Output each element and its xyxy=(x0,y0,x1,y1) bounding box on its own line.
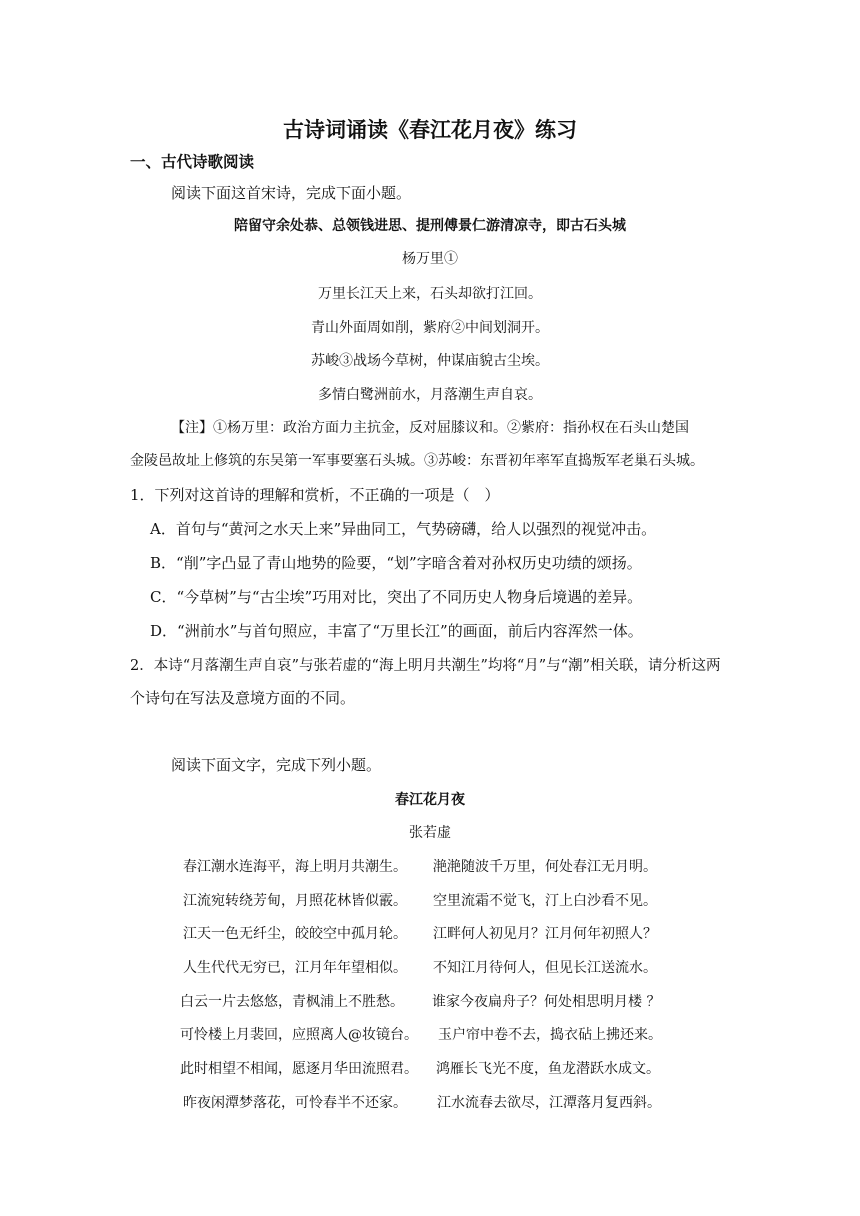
question-1-option-b: B．“削”字凸显了青山地势的险要，“划”字暗含着对孙权历史功绩的颂扬。 xyxy=(150,554,642,572)
poem-note: 【注】①杨万里：政治方面力主抗金，反对屈膝议和。②紫府：指孙权在石头山楚国 xyxy=(171,420,689,436)
poem-couplet: 谁家今夜扁舟子？何处相思明月楼 ？ xyxy=(432,994,661,1010)
section-heading: 一、古代诗歌阅读 xyxy=(130,152,255,171)
question-1-option-a: A．首句与“黄河之水天上来”异曲同工，气势磅礴，给人以强烈的视觉冲击。 xyxy=(150,520,657,538)
poem-couplet: 鸿雁长飞光不度，鱼龙潜跃水成文。 xyxy=(436,1061,660,1077)
question-1-option-d: D．“洲前水”与首句照应，丰富了“万里长江”的画面，前后内容浑然一体。 xyxy=(150,622,643,640)
poem-couplet: 此时相望不相闻，愿逐月华田流照君。 xyxy=(180,1061,418,1077)
question-2-stem: 2．本诗“月落潮生声自哀”与张若虚的“海上明月共潮生”均将“月”与“潮”相关联，请分析这两 xyxy=(130,658,721,674)
poem-couplet: 江天一色无纤尘，皎皎空中孤月轮。 xyxy=(183,926,407,942)
question-1-option-c: C．“今草树”与“古尘埃”巧用对比，突出了不同历史人物身后境遇的差异。 xyxy=(150,588,643,606)
question-1-stem: 1．下列对这首诗的理解和赏析，不正确的一项是（ ） xyxy=(130,486,500,504)
poem-couplet: 空里流霜不觉飞，汀上白沙看不见。 xyxy=(433,893,657,909)
page-title: 古诗词诵读《春江花月夜》练习 xyxy=(283,117,577,142)
question-2-stem-cont: 个诗句在写法及意境方面的不同。 xyxy=(130,689,356,707)
section-intro: 阅读下面这首宋诗，完成下面小题。 xyxy=(171,184,412,202)
section-intro: 阅读下面文字，完成下列小题。 xyxy=(171,756,382,774)
poem-line: 万里长江天上来，石头却欲打江回。 xyxy=(318,286,542,302)
poem-line: 青山外面周如削，紫府②中间划洞开。 xyxy=(311,320,549,336)
poem-title: 陪留守余处恭、总领钱进思、提刑傅景仁游清凉寺，即古石头城 xyxy=(234,218,626,234)
poem-couplet: 昨夜闲潭梦落花，可怜春半不还家。 xyxy=(183,1095,407,1111)
poem-couplet: 江流宛转绕芳甸，月照花林皆似霰。 xyxy=(183,893,407,909)
poem-author: 张若虚 xyxy=(409,825,451,841)
poem-couplet: 白云一片去悠悠，青枫浦上不胜愁。 xyxy=(180,994,404,1010)
poem-couplet: 滟滟随波千万里，何处春江无月明。 xyxy=(433,859,657,875)
poem-author: 杨万里① xyxy=(402,251,458,267)
poem-couplet: 可怜楼上月裴回，应照离人@妆镜台。 xyxy=(180,1027,418,1043)
poem-couplet: 春江潮水连海平，海上明月共潮生。 xyxy=(183,859,407,875)
poem-note: 金陵邑故址上修筑的东吴第一军事要塞石头城。③苏峻：东晋初年率军直捣叛军老巢石头城。 xyxy=(130,453,704,469)
poem-couplet: 江水流春去欲尽，江潭落月复西斜。 xyxy=(437,1095,661,1111)
poem-line: 苏峻③战场今草树，仲谋庙貌古尘埃。 xyxy=(311,353,549,369)
poem-couplet: 不知江月待何人，但见长江送流水。 xyxy=(433,960,657,976)
poem-couplet: 江畔何人初见月？江月何年初照人？ xyxy=(433,926,657,942)
poem-title: 春江花月夜 xyxy=(395,792,465,808)
poem-couplet: 玉户帘中卷不去，捣衣砧上拂还来。 xyxy=(438,1027,662,1043)
poem-couplet: 人生代代无穷已，江月年年望相似。 xyxy=(183,960,407,976)
poem-line: 多情白鹭洲前水，月落潮生声自哀。 xyxy=(318,387,542,403)
